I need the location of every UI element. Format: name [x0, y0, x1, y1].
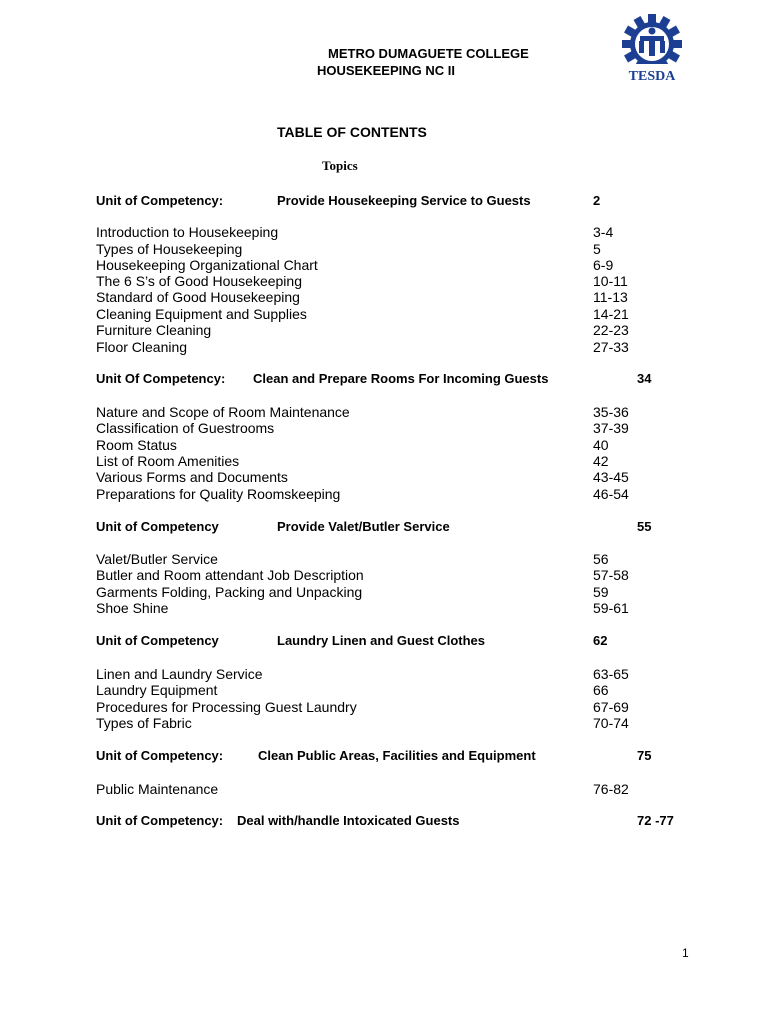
toc-item: Garments Folding, Packing and Unpacking [96, 584, 363, 600]
toc-item-page: 59-61 [593, 600, 629, 616]
unit-label: Unit of Competency [96, 633, 219, 648]
toc-item: The 6 S’s of Good Housekeeping [96, 273, 302, 289]
toc-item: Public Maintenance [96, 781, 219, 797]
toc-item: List of Room Amenities [96, 453, 240, 469]
unit-label: Unit of Competency: [96, 193, 224, 208]
unit-page: 72 -77 [637, 813, 674, 828]
toc-item: Types of Fabric [96, 715, 192, 731]
unit-title: Provide Valet/Butler Service [277, 519, 450, 534]
toc-item: Room Status [96, 437, 177, 453]
unit-page: 2 [593, 193, 601, 208]
toc-item-page: 11-13 [593, 289, 628, 305]
logo-text: TESDA [628, 69, 676, 84]
toc-item: Valet/Butler Service [96, 551, 218, 567]
page-number: 1 [682, 946, 689, 960]
toc-item-page: 70-74 [593, 715, 629, 731]
college-name: METRO DUMAGUETE COLLEGE [328, 46, 529, 61]
toc-item: Preparations for Quality Roomskeeping [96, 486, 341, 502]
topics-label: Topics [322, 158, 358, 173]
toc-item: Various Forms and Documents [96, 469, 288, 485]
toc-item-page: 42 [593, 453, 609, 469]
toc-item-page: 5 [593, 241, 601, 257]
toc-item-page: 56 [593, 551, 609, 567]
unit-label: Unit of Competency [96, 519, 219, 534]
toc-item-page: 6-9 [593, 257, 614, 273]
toc-item: Types of Housekeeping [96, 241, 243, 257]
toc-item-page: 43-45 [593, 469, 629, 485]
toc-item-page: 46-54 [593, 486, 629, 502]
toc-item-page: 10-11 [593, 273, 628, 289]
toc-title: TABLE OF CONTENTS [277, 124, 427, 140]
toc-item-page: 67-69 [593, 699, 629, 715]
gear-logo-icon [610, 14, 694, 84]
toc-item-page: 3-4 [593, 224, 614, 240]
unit-title: Provide Housekeeping Service to Guests [277, 193, 531, 208]
toc-item: Housekeeping Organizational Chart [96, 257, 318, 273]
toc-item-page: 59 [593, 584, 609, 600]
unit-title: Clean and Prepare Rooms For Incoming Guests [253, 371, 549, 386]
unit-label: Unit Of Competency: [96, 371, 226, 386]
toc-item-page: 66 [593, 682, 609, 698]
toc-item: Procedures for Processing Guest Laundry [96, 699, 357, 715]
toc-item-page: 63-65 [593, 666, 629, 682]
unit-page: 55 [637, 519, 652, 534]
unit-title: Deal with/handle Intoxicated Guests [237, 813, 460, 828]
toc-item-page: 76-82 [593, 781, 629, 797]
toc-item: Classification of Guestrooms [96, 420, 275, 436]
unit-page: 75 [637, 748, 652, 763]
tesda-logo [610, 14, 694, 84]
toc-item-page: 22-23 [593, 322, 629, 338]
toc-item-page: 37-39 [593, 420, 629, 436]
course-name: HOUSEKEEPING NC II [317, 63, 455, 78]
toc-item: Nature and Scope of Room Maintenance [96, 404, 350, 420]
toc-item: Standard of Good Housekeeping [96, 289, 300, 305]
toc-item-page: 14-21 [593, 306, 629, 322]
toc-item: Furniture Cleaning [96, 322, 212, 338]
unit-label: Unit of Competency: [96, 748, 224, 763]
unit-title: Clean Public Areas, Facilities and Equipment [258, 748, 536, 763]
toc-item: Linen and Laundry Service [96, 666, 263, 682]
toc-item: Introduction to Housekeeping [96, 224, 279, 240]
toc-item: Floor Cleaning [96, 339, 188, 355]
toc-item-page: 57-58 [593, 567, 629, 583]
unit-page: 34 [637, 371, 652, 386]
unit-label: Unit of Competency: [96, 813, 224, 828]
unit-page: 62 [593, 633, 608, 648]
toc-item-page: 27-33 [593, 339, 629, 355]
toc-item: Shoe Shine [96, 600, 169, 616]
toc-item: Laundry Equipment [96, 682, 218, 698]
toc-item-page: 35-36 [593, 404, 629, 420]
toc-item-page: 40 [593, 437, 609, 453]
toc-item: Cleaning Equipment and Supplies [96, 306, 307, 322]
unit-title: Laundry Linen and Guest Clothes [277, 633, 486, 648]
toc-item: Butler and Room attendant Job Description [96, 567, 364, 583]
